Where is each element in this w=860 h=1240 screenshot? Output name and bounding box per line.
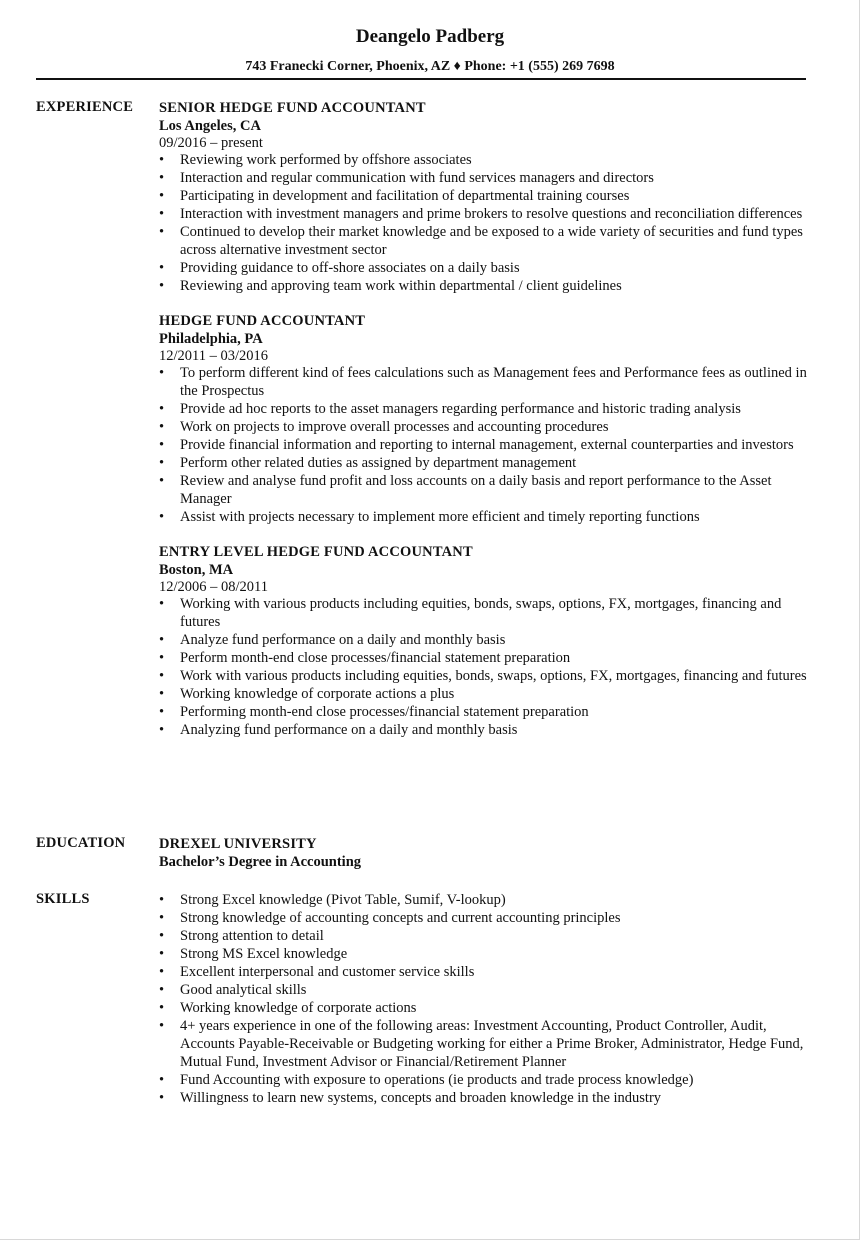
experience-heading: EXPERIENCE (36, 99, 134, 115)
contact-line: 743 Franecki Corner, Phoenix, AZ ♦ Phone: +1 (555) 269 7698 (245, 59, 615, 74)
job-dates: 12/2011 – 03/2016 (159, 348, 269, 364)
list-item: • Work on projects to improve overall processes and accounting procedures (159, 418, 809, 436)
list-item: • Assist with projects necessary to implement more efficient and timely reporting functions (159, 508, 809, 526)
list-item: • Review and analyse fund profit and loss accounts on a daily basis and report performance to the Asset Manager (159, 472, 809, 508)
list-item: • Excellent interpersonal and customer service skills (159, 963, 809, 981)
job-location: Los Angeles, CA (159, 118, 261, 134)
job-location: Boston, MA (159, 562, 234, 578)
job-duties-list (159, 595, 809, 739)
list-item: • Provide financial information and reporting to internal management, external counterparties and investors (159, 436, 809, 454)
list-item: • Willingness to learn new systems, concepts and broaden knowledge in the industry (159, 1089, 809, 1107)
degree: Bachelor’s Degree in Accounting (159, 854, 362, 870)
list-item: • Providing guidance to off-shore associates on a daily basis (159, 259, 809, 277)
list-item: • Strong knowledge of accounting concepts and current accounting principles (159, 909, 809, 927)
skills-list (159, 891, 809, 1107)
list-item: • Strong Excel knowledge (Pivot Table, Sumif, V-lookup) (159, 891, 809, 909)
list-item: • Good analytical skills (159, 981, 809, 999)
list-item: • Continued to develop their market knowledge and be exposed to a wide variety of securities and fund types across alternative investment sector (159, 223, 809, 259)
list-item: • Provide ad hoc reports to the asset managers regarding performance and historic trading analysis (159, 400, 809, 418)
list-item: • Performing month-end close processes/financial statement preparation (159, 703, 809, 721)
job-duties-list (159, 151, 809, 295)
list-item: • Strong MS Excel knowledge (159, 945, 809, 963)
list-item: • Perform month-end close processes/financial statement preparation (159, 649, 809, 667)
skills-heading: SKILLS (36, 891, 90, 907)
list-item: • Interaction with investment managers and prime brokers to resolve questions and reconciliation differences (159, 205, 809, 223)
job-title: SENIOR HEDGE FUND ACCOUNTANT (159, 100, 426, 116)
school-name: DREXEL UNIVERSITY (159, 836, 317, 852)
list-item: • 4+ years experience in one of the following areas: Investment Accounting, Product Controller, Audit, Accounts Payable-Receivable or Budgeting working for either a Prime Broker, Administrator, Hedge Fund, Mutual Fund, Investment Advisor or Financial/Retirement Planner (159, 1017, 809, 1071)
header-divider (36, 78, 806, 80)
job-entry (159, 543, 809, 739)
job-title: HEDGE FUND ACCOUNTANT (159, 313, 366, 329)
list-item: • Participating in development and facilitation of departmental training courses (159, 187, 809, 205)
list-item: • To perform different kind of fees calculations such as Management fees and Performance fees as outlined in the Prospectus (159, 364, 809, 400)
job-location: Philadelphia, PA (159, 331, 263, 347)
list-item: • Working knowledge of corporate actions a plus (159, 685, 809, 703)
job-duties-list (159, 364, 809, 526)
list-item: • Working with various products including equities, bonds, swaps, options, FX, mortgages, financing and futures (159, 595, 809, 631)
list-item: • Analyzing fund performance on a daily and monthly basis (159, 721, 809, 739)
education-heading: EDUCATION (36, 835, 126, 851)
list-item: • Perform other related duties as assigned by department management (159, 454, 809, 472)
list-item: • Reviewing work performed by offshore associates (159, 151, 809, 169)
experience-body (159, 99, 809, 756)
education-body (159, 835, 809, 871)
job-entry (159, 99, 809, 295)
list-item: • Work with various products including equities, bonds, swaps, options, FX, mortgages, financing and futures (159, 667, 809, 685)
list-item: • Interaction and regular communication with fund services managers and directors (159, 169, 809, 187)
list-item: • Strong attention to detail (159, 927, 809, 945)
list-item: • Fund Accounting with exposure to operations (ie products and trade process knowledge) (159, 1071, 809, 1089)
job-entry (159, 312, 809, 526)
skills-body (159, 891, 809, 1107)
job-dates: 09/2016 – present (159, 135, 263, 151)
job-title: ENTRY LEVEL HEDGE FUND ACCOUNTANT (159, 544, 473, 560)
candidate-name: Deangelo Padberg (355, 26, 505, 47)
list-item: • Reviewing and approving team work within departmental / client guidelines (159, 277, 809, 295)
job-dates: 12/2006 – 08/2011 (159, 579, 269, 595)
list-item: • Analyze fund performance on a daily and monthly basis (159, 631, 809, 649)
list-item: • Working knowledge of corporate actions (159, 999, 809, 1017)
